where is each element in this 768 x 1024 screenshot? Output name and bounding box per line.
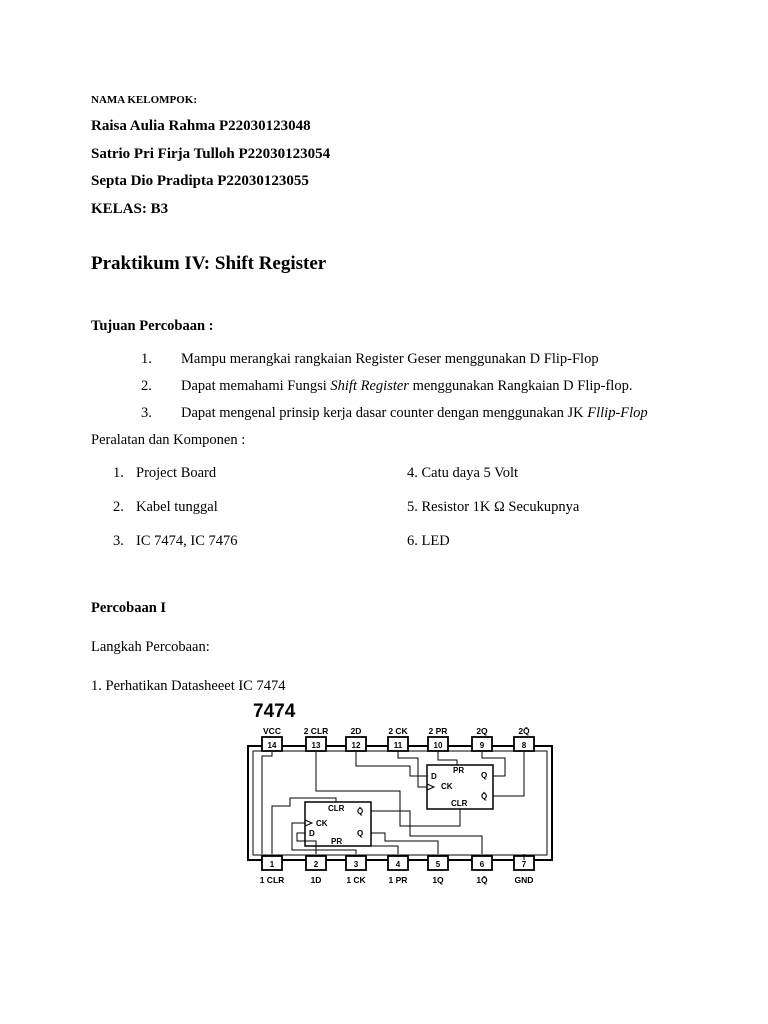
pin-number: 2 xyxy=(313,860,319,869)
page-title: Praktikum IV: Shift Register xyxy=(91,253,327,274)
pin-11 xyxy=(388,726,409,751)
pin-10 xyxy=(428,726,448,751)
equipment-item: Kabel tunggal xyxy=(136,499,218,515)
member-1: Raisa Aulia Rahma P22030123048 xyxy=(91,118,311,134)
pin-number: 10 xyxy=(433,741,443,750)
equipment-num: 3. xyxy=(113,533,124,549)
pin-9 xyxy=(472,726,492,751)
ff2-pr-label: PR xyxy=(453,766,465,775)
pin-label: 2 CLR xyxy=(303,726,329,736)
ff1-ck-label: CK xyxy=(316,819,328,828)
pin-number: 4 xyxy=(395,860,401,869)
pin-number: 6 xyxy=(479,860,485,869)
objective-text: Dapat mengenal prinsip kerja dasar counter dengan menggunakan JK Fllip-Flop xyxy=(181,405,648,421)
pin-label: 1 PR xyxy=(388,875,408,885)
ff2-clr-label: CLR xyxy=(451,799,468,808)
member-2: Satrio Pri Firja Tulloh P22030123054 xyxy=(91,146,331,162)
pin-1 xyxy=(260,856,285,885)
internal-wiring xyxy=(262,752,524,860)
pin-2 xyxy=(306,856,326,885)
ff2-d-label: D xyxy=(431,772,437,781)
pin-13 xyxy=(304,726,329,751)
equipment-item: Project Board xyxy=(136,465,217,481)
equipment-heading: Peralatan dan Komponen : xyxy=(91,432,246,448)
pin-label: GND xyxy=(514,875,534,885)
pin-label: 2Q xyxy=(476,726,488,736)
objective-num: 2. xyxy=(141,378,152,394)
pin-number: 12 xyxy=(351,741,361,750)
pin-12 xyxy=(346,726,366,751)
pin-label: 1Q xyxy=(432,875,444,885)
pin-14 xyxy=(262,726,282,751)
objective-text: Mampu merangkai rangkaian Register Geser menggunakan D Flip-Flop xyxy=(181,351,599,367)
pin-8 xyxy=(514,726,534,751)
pin-label: 2 PR xyxy=(428,726,448,736)
pin-label: VCC xyxy=(263,726,281,736)
ff1-q-label: Q xyxy=(357,829,364,838)
equipment-num: 1. xyxy=(113,465,124,481)
equipment-item: 5. Resistor 1K Ω Secukupnya xyxy=(407,499,580,515)
ff1-clr-label: CLR xyxy=(328,804,345,813)
steps-label: Langkah Percobaan: xyxy=(91,639,210,655)
pin-3 xyxy=(346,856,367,885)
objective-num: 1. xyxy=(141,351,152,367)
pin-number: 7 xyxy=(521,860,527,869)
group-label: NAMA KELOMPOK: xyxy=(91,94,198,106)
experiment-heading: Percobaan I xyxy=(91,600,167,616)
pin-number: 13 xyxy=(311,741,321,750)
pin-label: 1 CK xyxy=(346,875,366,885)
objectives-heading: Tujuan Percobaan : xyxy=(91,318,214,334)
equipment-item: IC 7474, IC 7476 xyxy=(136,533,238,549)
emphasis: Shift Register xyxy=(330,378,409,394)
ff2-ck-label: CK xyxy=(441,782,453,791)
ff1-pr-label: PR xyxy=(331,837,343,846)
equipment-item: 6. LED xyxy=(407,533,450,549)
pin-number: 1 xyxy=(269,860,275,869)
pin-label: 1Q̄ xyxy=(476,875,488,885)
pin-number: 9 xyxy=(479,741,485,750)
pin-label: 2Q̄ xyxy=(518,726,530,736)
pin-label: 2 CK xyxy=(388,726,408,736)
pin-number: 8 xyxy=(521,741,527,750)
pin-5 xyxy=(428,856,448,885)
ic-7474-diagram xyxy=(240,696,560,898)
pin-number: 5 xyxy=(435,860,441,869)
class-label: KELAS: B3 xyxy=(91,201,169,217)
ff1-qbar-label: Q̄ xyxy=(357,807,364,816)
pin-number: 3 xyxy=(353,860,359,869)
ff1-d-label: D xyxy=(309,829,315,838)
pin-4 xyxy=(388,856,408,885)
objective-num: 3. xyxy=(141,405,152,421)
equipment-num: 2. xyxy=(113,499,124,515)
pin-label: 1D xyxy=(310,875,322,885)
pin-label: 2D xyxy=(350,726,362,736)
ff2-qbar-label: Q̄ xyxy=(481,792,488,801)
emphasis: Fllip-Flop xyxy=(587,405,648,421)
objective-text: Dapat memahami Fungsi Shift Register menggunakan Rangkaian D Flip-flop. xyxy=(181,378,633,394)
pin-number: 14 xyxy=(267,741,277,750)
equipment-item: 4. Catu daya 5 Volt xyxy=(407,465,519,481)
step-1: 1. Perhatikan Datasheeet IC 7474 xyxy=(91,678,286,694)
pin-7 xyxy=(514,856,534,885)
member-3: Septa Dio Pradipta P22030123055 xyxy=(91,173,309,189)
pin-6 xyxy=(472,856,492,885)
ff2-q-label: Q xyxy=(481,771,488,780)
ic-part-number: 7474 xyxy=(253,701,296,722)
top-pin-row xyxy=(262,726,534,751)
pin-number: 11 xyxy=(393,741,403,750)
pin-label: 1 CLR xyxy=(259,875,285,885)
